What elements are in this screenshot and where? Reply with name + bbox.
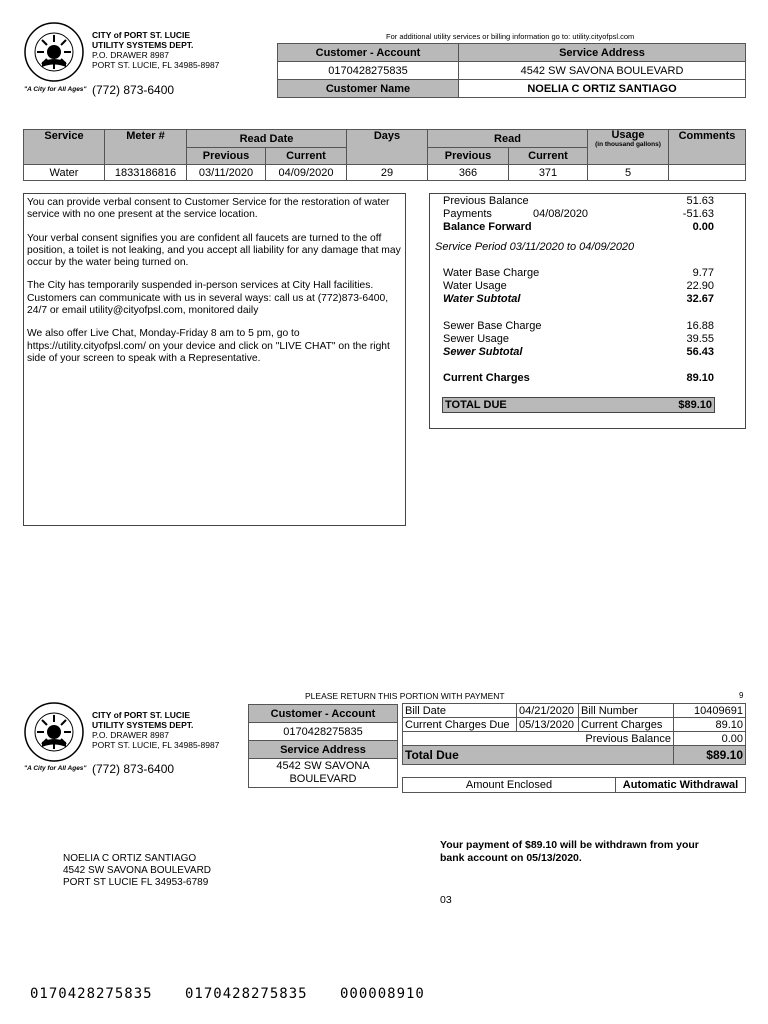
sewer-subtotal-row <box>443 346 714 359</box>
col-service: Service <box>24 130 105 165</box>
stub-address: 4542 SW SAVONA BOULEVARD <box>249 759 398 788</box>
message-p4: We also offer Live Chat, Monday-Friday 8 am to 5 pm, go to https://utility.cityofpsl.com/ on your device and click on "LIVE CHAT" on the right side of your screen to speak with a Representative. <box>27 328 390 364</box>
sewer-base-label: Sewer Base Charge <box>443 320 542 332</box>
total-due-row <box>442 397 715 413</box>
stub-prev-balance-value: 0.00 <box>674 732 746 746</box>
sewer-usage-label: Sewer Usage <box>443 333 510 345</box>
org-slogan-stub: "A City for All Ages" <box>24 765 87 772</box>
city-seal-logo <box>24 22 84 82</box>
sewer-subtotal-label: Sewer Subtotal <box>443 346 523 358</box>
bill-date-label: Bill Date <box>403 704 517 718</box>
customer-name-header: Customer Name <box>278 80 459 98</box>
current-charges-label: Current Charges <box>443 372 530 384</box>
org-name-stub: CITY of PORT ST. LUCIE <box>92 710 191 720</box>
org-city: PORT ST. LUCIE, FL 34985-8987 <box>92 60 220 70</box>
withdraw-note-line-2: bank account on 05/13/2020. <box>440 852 582 864</box>
sewer-base-value: 16.88 <box>686 320 714 332</box>
cell-days: 29 <box>347 165 428 181</box>
stub-current-value: 89.10 <box>674 718 746 732</box>
account-number: 0170428275835 <box>278 62 459 80</box>
micr-account-1: 0170428275835 <box>30 986 153 1002</box>
return-line: PLEASE RETURN THIS PORTION WITH PAYMENT <box>305 691 505 701</box>
bill-summary-table <box>402 703 746 765</box>
stub-account-header: Customer - Account <box>249 705 398 723</box>
water-subtotal-label: Water Subtotal <box>443 293 521 305</box>
org-slogan: "A City for All Ages" <box>24 86 87 93</box>
col-curr-read: Current <box>509 148 588 165</box>
stub-account-number: 0170428275835 <box>249 723 398 741</box>
bill-number: 10409691 <box>674 704 746 718</box>
balance-forward-row <box>443 221 714 234</box>
cell-prev-read: 366 <box>428 165 509 181</box>
account-header: Customer - Account <box>278 44 459 62</box>
service-period: Service Period 03/11/2020 to 04/09/2020 <box>435 241 635 253</box>
service-table <box>23 129 746 181</box>
org-dept-stub: UTILITY SYSTEMS DEPT. <box>92 720 194 730</box>
org-name: CITY of PORT ST. LUCIE <box>92 30 191 40</box>
page-number: 9 <box>739 691 744 700</box>
col-comments: Comments <box>669 130 746 165</box>
table-row <box>24 165 746 181</box>
stub-current-label: Current Charges <box>579 718 674 732</box>
withdraw-note-line-1: Your payment of $89.10 will be withdrawn from your <box>440 839 699 851</box>
prev-balance-value: 51.63 <box>686 195 714 207</box>
stub-account-table <box>248 704 398 788</box>
col-read-date: Read Date <box>187 130 347 148</box>
route-code: 03 <box>440 894 452 906</box>
stub-prev-balance-label: Previous Balance <box>403 732 674 746</box>
col-usage <box>588 130 669 165</box>
cell-meter: 1833186816 <box>105 165 187 181</box>
cell-curr-date: 04/09/2020 <box>266 165 347 181</box>
water-subtotal-row <box>443 293 714 306</box>
col-days: Days <box>347 130 428 165</box>
prev-balance-row <box>443 195 714 208</box>
due-date-label: Current Charges Due <box>403 718 517 732</box>
org-phone: (772) 873-6400 <box>92 83 175 97</box>
balance-forward-label: Balance Forward <box>443 221 532 233</box>
city-seal-logo-stub <box>24 702 84 762</box>
mail-line-2: 4542 SW SAVONA BOULEVARD <box>63 865 212 876</box>
stub-address-header: Service Address <box>249 741 398 759</box>
col-meter: Meter # <box>105 130 187 165</box>
info-line: For additional utility services or billing information go to: utility.cityofpsl.com <box>386 32 635 41</box>
micr-account-2: 0170428275835 <box>185 986 308 1002</box>
charges-box <box>429 193 746 429</box>
total-due-label: TOTAL DUE <box>445 399 507 411</box>
stub-total-label: Total Due <box>403 746 674 765</box>
col-prev-read: Previous <box>428 148 509 165</box>
sewer-usage-value: 39.55 <box>686 333 714 345</box>
amount-enclosed-field[interactable]: Amount Enclosed <box>403 778 616 793</box>
cell-curr-read: 371 <box>509 165 588 181</box>
org-phone-stub: (772) 873-6400 <box>92 762 175 776</box>
service-address: 4542 SW SAVONA BOULEVARD <box>459 62 746 80</box>
org-address-block <box>92 30 219 70</box>
bill-date: 04/21/2020 <box>517 704 579 718</box>
col-usage-sub: (in thousand gallons) <box>595 141 661 148</box>
col-usage-label: Usage <box>611 129 645 141</box>
cell-service: Water <box>24 165 105 181</box>
prev-balance-label: Previous Balance <box>443 195 529 207</box>
message-p1: You can provide verbal consent to Customer Service for the restoration of water service with no one present at the service location. <box>27 197 390 221</box>
water-usage-label: Water Usage <box>443 280 507 292</box>
bill-number-label: Bill Number <box>579 704 674 718</box>
sewer-base-row <box>443 320 714 333</box>
sewer-usage-row <box>443 333 714 346</box>
automatic-withdrawal-label: Automatic Withdrawal <box>616 778 746 793</box>
message-box <box>23 193 406 526</box>
water-base-label: Water Base Charge <box>443 267 540 279</box>
org-po-stub: P.O. DRAWER 8987 <box>92 730 170 740</box>
message-p2: Your verbal consent signifies you are confident all faucets are turned to the off position, a toilet is not leaking, and you accept all liability for any damage that may occur by the water being turned on. <box>27 232 401 269</box>
amount-enclosed-table <box>402 777 746 793</box>
cell-prev-date: 03/11/2020 <box>187 165 266 181</box>
current-charges-row <box>443 372 714 385</box>
stub-total-value: $89.10 <box>674 746 746 765</box>
mail-line-1: NOELIA C ORTIZ SANTIAGO <box>63 853 197 864</box>
due-date: 05/13/2020 <box>517 718 579 732</box>
balance-forward-value: 0.00 <box>692 221 714 233</box>
payments-label: Payments <box>443 208 492 220</box>
cell-comments <box>669 165 746 181</box>
mailing-address <box>63 853 211 889</box>
col-read: Read <box>428 130 588 148</box>
water-subtotal-value: 32.67 <box>686 293 714 305</box>
sewer-subtotal-value: 56.43 <box>686 346 714 358</box>
payments-value: -51.63 <box>682 208 714 220</box>
payments-row <box>443 208 714 221</box>
cell-usage: 5 <box>588 165 669 181</box>
org-po: P.O. DRAWER 8987 <box>92 50 170 60</box>
col-curr-date: Current <box>266 148 347 165</box>
org-city-stub: PORT ST. LUCIE, FL 34985-8987 <box>92 740 220 750</box>
current-charges-value: 89.10 <box>686 372 714 384</box>
col-prev-date: Previous <box>187 148 266 165</box>
water-base-value: 9.77 <box>692 267 714 279</box>
mail-line-3: PORT ST LUCIE FL 34953-6789 <box>63 877 209 888</box>
account-table <box>277 43 746 98</box>
total-due-value: $89.10 <box>678 399 712 411</box>
service-address-header: Service Address <box>459 44 746 62</box>
micr-amount: 000008910 <box>340 986 425 1002</box>
water-base-row <box>443 267 714 280</box>
withdraw-note <box>440 839 699 865</box>
customer-name: NOELIA C ORTIZ SANTIAGO <box>459 80 746 98</box>
org-address-block-stub <box>92 710 219 750</box>
message-p3: The City has temporarily suspended in-person services at City Hall facilities. Customers can communicate with us in several ways: call us at (772)873-6400, 24/7 or email utility@cityofpsl.com, monitored daily <box>27 280 389 317</box>
water-usage-value: 22.90 <box>686 280 714 292</box>
water-usage-row <box>443 280 714 293</box>
org-dept: UTILITY SYSTEMS DEPT. <box>92 40 194 50</box>
payments-date: 04/08/2020 <box>533 208 589 220</box>
